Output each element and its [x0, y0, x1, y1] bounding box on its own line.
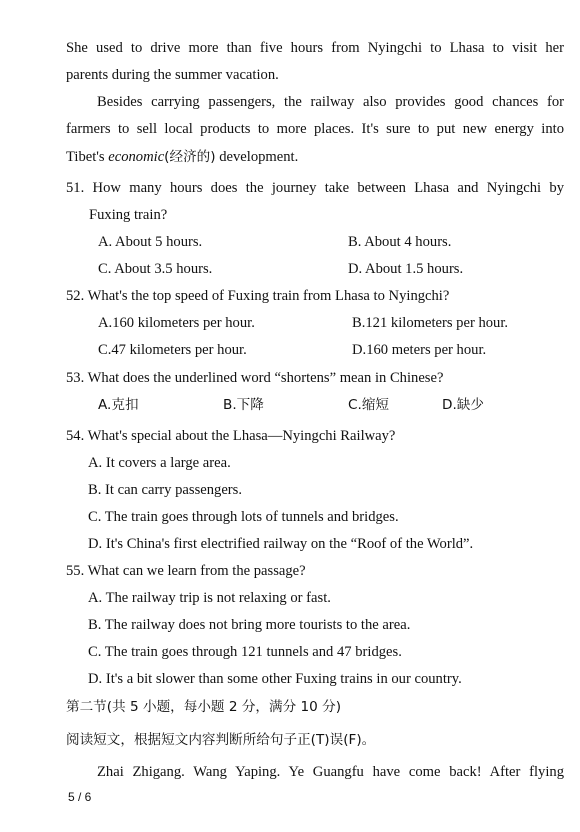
option-b[interactable]: B. It can carry passengers.: [88, 482, 242, 498]
question-51-cont: Fuxing train?: [89, 207, 168, 223]
page-number: 5 / 6: [68, 790, 92, 804]
option-c[interactable]: C.缩短: [348, 397, 390, 413]
question-53: 53. What does the underlined word “shortens” mean in Chinese?: [66, 370, 444, 386]
passage-line: She used to drive more than five hours from Nyingchi to Lhasa to visit her: [66, 40, 564, 56]
option-c[interactable]: C. The train goes through lots of tunnels and bridges.: [88, 509, 399, 525]
question-55: 55. What can we learn from the passage?: [66, 563, 306, 579]
passage-text: development.: [215, 149, 299, 165]
question-51: 51. How many hours does the journey take between Lhasa and Nyingchi by: [66, 180, 564, 196]
option-a[interactable]: A. It covers a large area.: [88, 455, 231, 471]
option-d[interactable]: D.160 meters per hour.: [352, 342, 487, 358]
question-54: 54. What's special about the Lhasa—Nyingchi Railway?: [66, 428, 396, 444]
option-d[interactable]: D. It's China's first electrified railway on the “Roof of the World”.: [88, 536, 474, 552]
option-a[interactable]: A.克扣: [98, 397, 139, 413]
glossed-word: economic: [108, 149, 165, 165]
option-c[interactable]: C. The train goes through 121 tunnels and 47 bridges.: [88, 644, 402, 660]
option-b[interactable]: B. The railway does not bring more tourists to the area.: [88, 617, 411, 633]
option-a[interactable]: A.160 kilometers per hour.: [98, 315, 255, 331]
section-instruction: 阅读短文，根据短文内容判断所给句子正(T)误(F)。: [66, 732, 376, 748]
option-d[interactable]: D.缺少: [442, 397, 484, 413]
passage-line: parents during the summer vacation.: [66, 67, 279, 83]
section-heading: 第二节(共 5 小题，每小题 2 分，满分 10 分): [66, 699, 342, 715]
passage-text: Tibet's: [66, 149, 109, 165]
passage-line: farmers to sell local products to more places. It's sure to put new energy into: [66, 121, 564, 137]
chinese-gloss: (经济的): [164, 149, 216, 165]
passage-line: Besides carrying passengers, the railway also provides good chances for: [97, 94, 564, 110]
question-52: 52. What's the top speed of Fuxing train from Lhasa to Nyingchi?: [66, 288, 450, 304]
option-d[interactable]: D. About 1.5 hours.: [348, 261, 464, 277]
option-b[interactable]: B.121 kilometers per hour.: [352, 315, 509, 331]
option-b[interactable]: B.下降: [223, 397, 264, 413]
option-c[interactable]: C.47 kilometers per hour.: [98, 342, 247, 358]
passage-line: [66, 147, 564, 167]
option-c[interactable]: C. About 3.5 hours.: [98, 261, 213, 277]
option-a[interactable]: A. About 5 hours.: [98, 234, 203, 250]
option-b[interactable]: B. About 4 hours.: [348, 234, 452, 250]
option-a[interactable]: A. The railway trip is not relaxing or fast.: [88, 590, 331, 606]
option-d[interactable]: D. It's a bit slower than some other Fuxing trains in our country.: [88, 671, 462, 687]
passage-line: Zhai Zhigang. Wang Yaping. Ye Guangfu have come back! After flying: [97, 764, 564, 780]
